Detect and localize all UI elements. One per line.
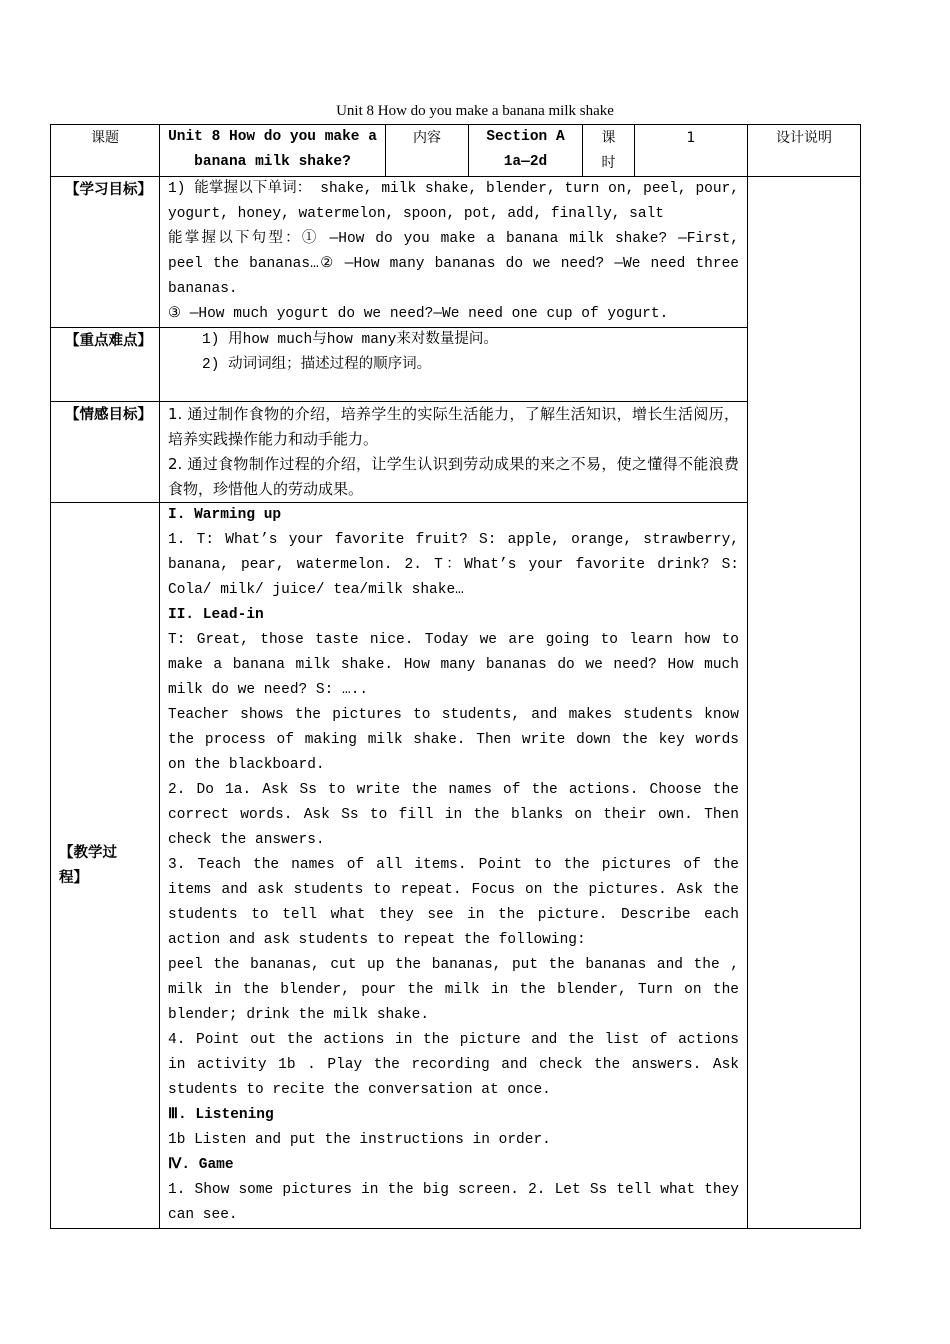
- design-notes-label: 设计说明: [748, 125, 861, 177]
- process-paragraph: 1b Listen and put the instructions in order.: [168, 1132, 551, 1148]
- objectives-content: [160, 177, 748, 328]
- page-title: Unit 8 How do you make a banana milk shake: [336, 103, 614, 119]
- process-paragraph: 3. Teach the names of all items. Point to the pictures of the items and ask students to repeat. Focus on the pictures. Ask the students to tell what they see in the picture. Describe each action and ask students to repeat the following:: [168, 857, 739, 948]
- topic-label: 课题: [51, 125, 160, 177]
- key-points-content: [160, 328, 748, 402]
- design-notes-cell: [748, 177, 861, 1229]
- objectives-label: 【学习目标】: [51, 177, 160, 328]
- teaching-process-row: [51, 503, 861, 1229]
- objectives-line: 1) 能掌握以下单词： shake, milk shake, blender, turn on, peel, pour, yogurt, honey, watermelon, spoon, pot, add, finally, salt: [168, 181, 739, 222]
- content-label: 内容: [386, 125, 469, 177]
- emotion-goals-content: [160, 402, 748, 503]
- process-paragraph: T: Great, those taste nice. Today we are going to learn how to make a banana milk shake. How many bananas do we need? How much milk do we need? S: …..: [168, 632, 739, 698]
- section-heading: Ⅳ. Game: [168, 1157, 234, 1173]
- process-paragraph: peel the bananas, cut up the bananas, put the bananas and the , milk in the blender, pour the milk in the blender, Turn on the blender; drink the milk shake.: [168, 957, 739, 1023]
- lesson-plan-table: [50, 124, 861, 1229]
- process-paragraph: 2. Do 1a. Ask Ss to write the names of the actions. Choose the correct words. Ask Ss to fill in the blanks on their own. Then check the answers.: [168, 782, 739, 848]
- key-point-line: 1) 用how much与how many来对数量提问。: [202, 332, 498, 348]
- teaching-process-label: 【教学过程】: [51, 503, 160, 1229]
- emotion-goal-line: 2. 通过食物制作过程的介绍，让学生认识到劳动成果的来之不易，使之懂得不能浪费食物，珍惜他人的劳动成果。: [168, 455, 739, 498]
- period-label: 课时: [583, 125, 635, 177]
- objectives-row: [51, 177, 861, 328]
- process-paragraph: Teacher shows the pictures to students, and makes students know the process of making milk shake. Then write down the key words on the blackboard.: [168, 707, 739, 773]
- content-value: Section A 1a—2d: [469, 125, 583, 177]
- process-paragraph: 1. Show some pictures in the big screen. 2. Let Ss tell what they can see.: [168, 1182, 739, 1223]
- objectives-line: ③ —How much yogurt do we need?—We need one cup of yogurt.: [168, 306, 669, 322]
- emotion-goal-line: 1. 通过制作食物的介绍，培养学生的实际生活能力，了解生活知识，增长生活阅历，培养实践操作能力和动手能力。: [168, 405, 739, 448]
- key-points-row: [51, 328, 861, 402]
- key-points-label: 【重点难点】: [51, 328, 160, 402]
- section-heading: Ⅲ. Listening: [168, 1107, 274, 1123]
- emotion-goals-label: 【情感目标】: [51, 402, 160, 503]
- section-heading: II. Lead-in: [168, 607, 264, 623]
- header-row: [51, 125, 861, 177]
- process-paragraph: 1. T: What’s your favorite fruit? S: apple, orange, strawberry, banana, pear, watermelon. 2. T：What’s your favorite drink? S: Cola/ milk/ juice/ tea/milk shake…: [168, 532, 739, 598]
- process-paragraph: 4. Point out the actions in the picture and the list of actions in activity 1b . Play the recording and check the answers. Ask students to recite the conversation at once.: [168, 1032, 739, 1098]
- emotion-goals-row: [51, 402, 861, 503]
- section-heading: I. Warming up: [168, 507, 282, 523]
- period-value: 1: [635, 125, 748, 177]
- key-point-line: 2) 动词词组；描述过程的顺序词。: [202, 357, 432, 373]
- topic-value: Unit 8 How do you make a banana milk shake?: [160, 125, 386, 177]
- objectives-line: 能掌握以下句型：① —How do you make a banana milk shake? —First, peel the bananas…② —How many bananas do we need? —We need three bananas.: [168, 231, 739, 297]
- teaching-process-content: [160, 503, 748, 1229]
